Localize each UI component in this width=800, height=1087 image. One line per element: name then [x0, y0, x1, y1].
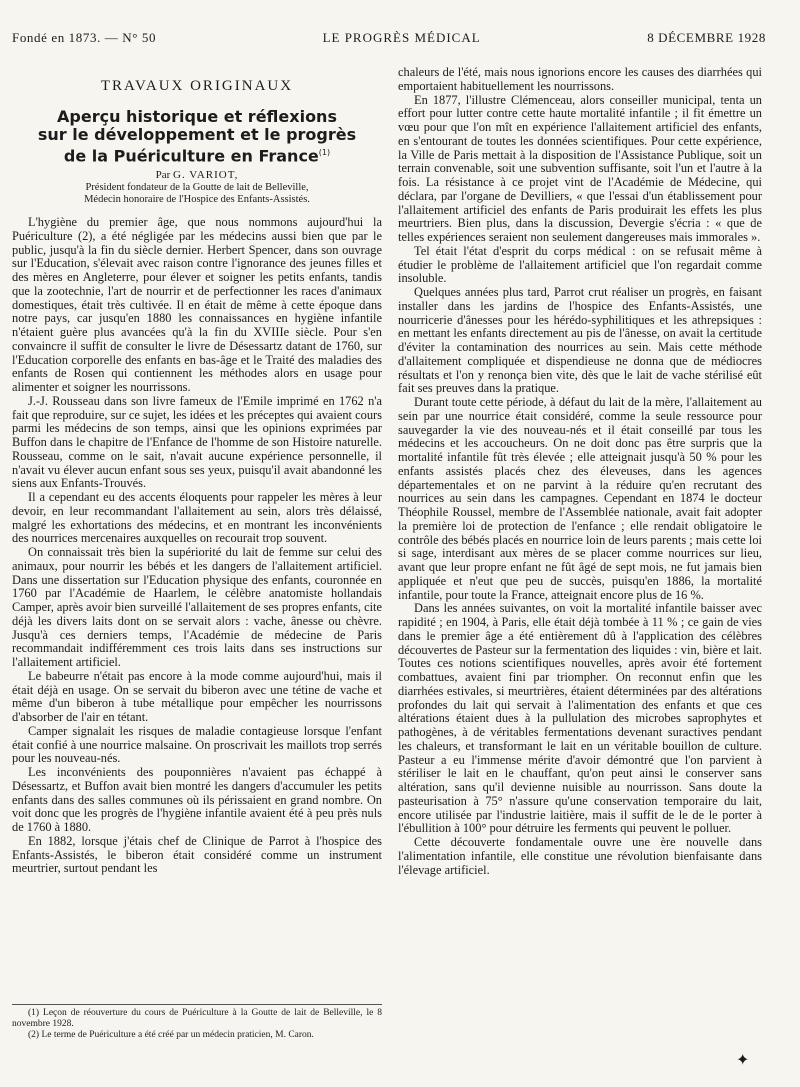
article-title-line-1: Aperçu historique et réflexions — [57, 106, 337, 126]
founded-issue: Fondé en 1873. — N° 50 — [12, 30, 157, 45]
footnotes — [12, 1004, 382, 1041]
article-title-line-2: sur le développement et le progrès — [37, 124, 357, 144]
affiliation-line-2: Médecin honoraire de l'Hospice des Enfants-Assistés. — [84, 194, 310, 206]
article-title-line-3-text: de la Puériculture en France — [63, 146, 319, 166]
paragraph: Camper signalait les risques de maladie contagieuse lorsque l'enfant était confié à une nourrice malsaine. On proscrivait les maillots trop serrés pour les nouveau-nés. — [12, 723, 382, 766]
journal-title: LE PROGRÈS MÉDICAL — [322, 30, 481, 45]
paragraph: Le babeurre n'était pas encore à la mode comme aujourd'hui, mais il était déjà en usage. On se servait du biberon avec une tétine de vache et même d'un biberon à tube métallique pour empêcher les nourrissons d'absorber de l'air en tétant. — [12, 668, 382, 725]
paragraph: J.-J. Rousseau dans son livre fameux de l'Emile imprimé en 1762 n'a fait que reproduire, sur ce sujet, les idées et les préceptes qui avaient cours parmi les médecins de son temps, ainsi que les opinions exprimées par Buffon dans le chapitre de l'Enfance de l'homme de son Histoire naturelle. Rousseau, comme on le sait, n'avait aucune expérience personnelle, il n'avait vu élever aucun enfant sous ses yeux, puisqu'il avait abandonné les siens aux Enfants-Trouvés. — [12, 393, 382, 491]
section-title: TRAVAUX ORIGINAUX — [100, 78, 294, 94]
footnote-2: (2) Le terme de Puériculture a été créé par un médecin praticien, M. Caron. — [28, 1030, 314, 1040]
end-ornament: ✦ — [736, 1052, 750, 1069]
paragraph: En 1877, l'illustre Clémenceau, alors conseiller municipal, tenta un effort pour lutter contre cette haute mortalité infantile ; il fit émettre un vœu pour que l'on mît en expérience l'allaitement artificiel des enfants, en s'entourant de toutes les données scientifiques. Pour cette expérience, la Ville de Paris mettait à la disposition de l'Assistance Publique, soit un terrain convenable, soit une subvention suffisante, soit l'un et l'autre à la fois. La résistance à ce projet vint de l'Académie de Médecine, qui déclara, par l'organe de Devilliers, « que l'essai d'un établissement pour l'allaitement artificiel des enfants de Paris produirait les effets les plus meurtriers. Bien plus, dans la discussion, Devergie s'écria : « que de telles expériences seraient non seulement dangereuses mais immorales ». — [398, 92, 762, 244]
paragraph: Durant toute cette période, à défaut du lait de la mère, l'allaitement au sein par une nourrice était considéré, comme la seule ressource pour sauvegarder la vie des nouveau-nés et il était conseillé par tous les médecins et les accoucheurs. On ne doit donc pas être surpris que la mortalité infantile fût très élevée ; elle atteignait jusqu'à 50 % pour les enfants assistés placés chez des éleveuses, dans les agences départementales et on ne parvint à la réduire qu'en recrutant des nourrices au sein dans les campagnes. Cependant en 1874 le docteur Théophile Roussel, membre de l'Assemblée nationale, avait fait adopter la première loi de protection de l'enfance ; elle rendait obligatoire le contrôle des bébés placés en nourrice loin de leurs parents ; mais cette loi si sage, interdisant aux mères de se placer comme nourrices sur lieu, avant que leur propre enfant ne fût âgé de sept mois, ne fut jamais bien appliquée et n'eut que peu de succès, puisqu'en 1886, la mortalité infantile, pour toute la France, atteignait encore plus de 16 %. — [398, 395, 762, 602]
affiliation-line-1: Président fondateur de la Goutte de lait de Belleville, — [85, 182, 309, 194]
paragraph: Les inconvénients des pouponnières n'avaient pas échappé à Désessartz, et Buffon avait bien montré les dangers d'accumuler les petits enfants dans des salles communes où ils périssaient en grand nombre. On voit donc que les progrès de l'hygiène infantile avaient été à peu près nuls de 1760 à 1880. — [12, 765, 382, 835]
article-title — [12, 108, 382, 165]
paragraph: Tel était l'état d'esprit du corps médical : on se refusait même à étudier le problème de l'allaitement artificiel que l'on regardait comme insoluble. — [398, 243, 762, 286]
running-head — [12, 30, 766, 46]
author-affiliation — [12, 182, 382, 206]
paragraph: Dans les années suivantes, on voit la mortalité infantile baisser avec rapidité ; en 1904, à Paris, elle était déjà tombée à 11 % ; ce gain de vies dans le premier âge a été entièrement dû à l'application des célèbres découvertes de Pasteur sur la fermentation des liquides : vin, bière et lait. Toutes ces notions scientifiques nouvelles, après avoir été fortement combattues, avaient fini par triompher. On reconnut enfin que les diarrhées estivales, si meurtrières, étaient déterminées par des altérations profondes du lait qui servait à l'alimentation des enfants et que ces altérations étaient dues à la pullulation des microbes saprophytes et pathogènes, à de véritables fermentations devenant suractives pendant les chaleurs, et transformant le lait en un véritable bouillon de culture. Pasteur a eu l'immense mérite d'avoir démontré que l'on parvient à stériliser le lait en le chauffant, qu'on peut ainsi le conserver sans altération, sans qu'il devienne nuisible au nourrisson. Sans doute la pasteurisation à 75° n'assure qu'une conservation temporaire du lait, encore utilisée par l'industrie laitière, mais il suffit de le de le porter à l'ébullition à 100° pour détruire les ferments qui peuvent le polluer. — [398, 601, 762, 836]
paragraph: Cette découverte fondamentale ouvre une ère nouvelle dans l'alimentation infantile, elle constitue une révolution bienfaisante dans l'élevage artificiel. — [398, 835, 762, 877]
author-name: G. VARIOT, — [173, 169, 239, 182]
article-title-line-3 — [12, 144, 382, 165]
author-by: Par — [155, 169, 171, 182]
paragraph: L'hygiène du premier âge, que nous nommons aujourd'hui la Puériculture (2), a été négligée par les médecins aussi bien que par le public, jusqu'à la fin du siècle dernier. Herbert Spencer, dans son ouvrage sur l'Education, s'élevait avec raison contre l'ignorance des jeunes filles et des mères en Angleterre, pour élever et soigner les petits enfants, tandis que la zootechnie, l'art de nourrir et de perfectionner les races d'animaux domestiques, était très cultivée. Il en était de même à cette époque dans notre pays, car jusqu'en 1880 les connaissances en hygiène infantile n'étaient guère plus avancées qu'à la fin du XVIIIe siècle. Pour s'en convaincre il suffit de consulter le livre de Désessartz datant de 1760, sur l'Education corporelle des enfants en bas-âge et le Traité des maladies des enfants de Rosen qui contiennent les méthodes alors en usage pour alimenter et soigner les nourrissons. — [12, 215, 382, 395]
footnote-1: (1) Leçon de réouverture du cours de Puériculture à la Goutte de lait de Belleville, le 8 novembre 1928. — [12, 1008, 382, 1029]
paragraph: On connaissait très bien la supériorité du lait de femme sur celui des animaux, pour nourrir les bébés et les dangers de l'allaitement artificiel. Dans une dissertation sur l'Education physique des enfants, couronnée en 1760 par l'Académie de Haarlem, le célèbre anatomiste hollandais Camper, après avoir bien surveillé l'allaitement de ses propres enfants, cite déjà les divers laits dont on se servait alors : vache, ânesse ou chèvre. Jusqu'à ces derniers temps, l'Académie de médecine de Paris recommandait indifféremment ces trois laits dans ses instructions sur l'allaitement artificiel. — [12, 545, 382, 670]
paragraph: En 1882, lorsque j'étais chef de Clinique de Parrot à l'hospice des Enfants-Assistés, le biberon était considéré comme un instrument meurtrier, surtout pendant les — [12, 833, 382, 876]
paragraph: Quelques années plus tard, Parrot crut réaliser un progrès, en faisant installer dans les jardins de l'hospice des Enfants-Assistés, une nourricerie d'ânesses pour les hérédo-syphilitiques et les athrepsiques : en mettant les enfants directement au pis de l'ânesse, on avait la certitude d'éviter la contamination des nourrices au sein. Mais cette méthode d'allaitement compliquée et dispendieuse ne donna que de médiocres résultats et l'on y renonça bien vite, dès que le lait de vache stérilisé eût fait ses preuves dans la pratique. — [398, 285, 762, 396]
author-line — [12, 169, 382, 182]
left-column — [12, 66, 382, 876]
paragraph: Il a cependant eu des accents éloquents pour rappeler les mères à leur devoir, en leur recommandant l'allaitement au sein, alors très délaissé, malgré les exhortations des médecins, et en montrant les inconvénients des nourrices mercenaires auxquelles on recourait trop souvent. — [12, 490, 382, 546]
issue-date: 8 DÉCEMBRE 1928 — [647, 30, 766, 45]
paragraph-continuation: chaleurs de l'été, mais nous ignorions encore les causes des diarrhées qui emportaient habituellement les nourrissons. — [398, 65, 762, 93]
title-footnote-mark: (1) — [318, 147, 331, 157]
right-column — [398, 66, 762, 877]
